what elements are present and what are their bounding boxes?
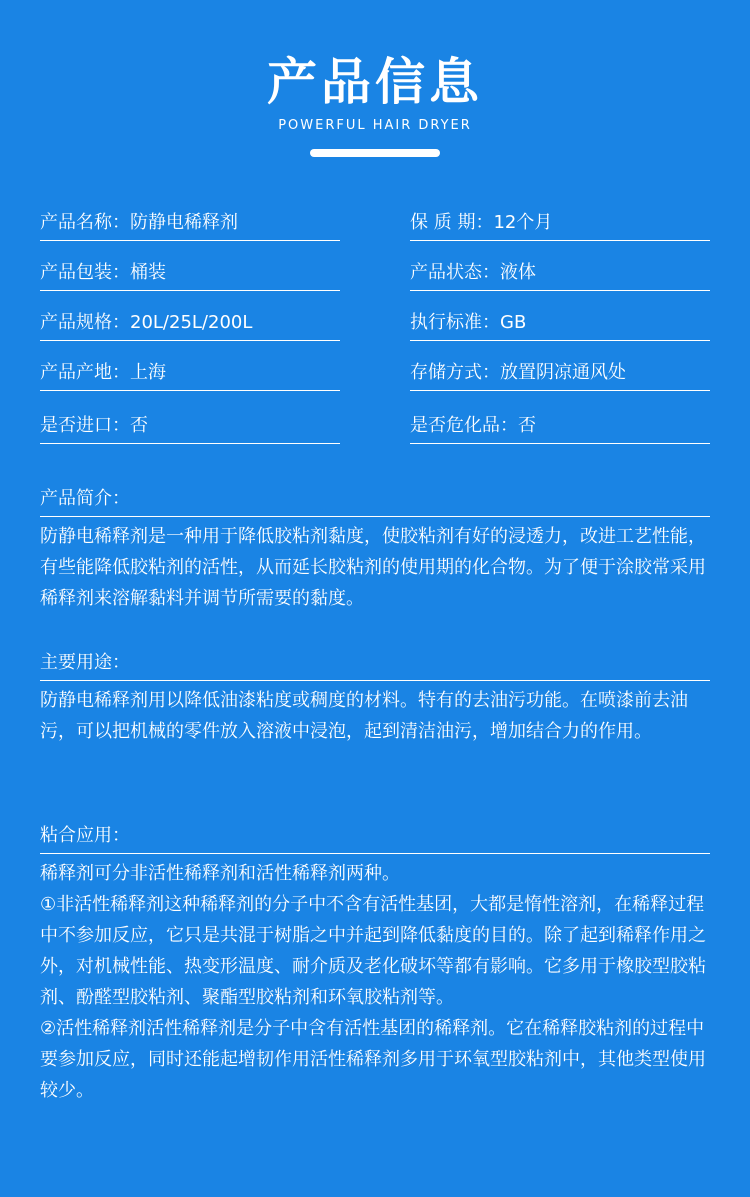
intro-heading: 产品简介： — [40, 484, 710, 517]
info-row — [40, 391, 710, 444]
usage-heading: 主要用途： — [40, 648, 710, 681]
info-shelf-life: 保 质 期：12个月 — [410, 206, 710, 241]
application-reactive: ②活性稀释剂活性稀释剂是分子中含有活性基团的稀释剂。它在稀释胶粘剂的过程中要参加反应，同时还能起增韧作用活性稀释剂多用于环氧型胶粘剂中，其他类型使用较少。 — [40, 1018, 706, 1101]
info-product-name: 产品名称：防静电稀释剂 — [40, 206, 340, 241]
info-row — [40, 206, 710, 241]
info-state: 产品状态：液体 — [410, 256, 710, 291]
application-nonreactive: ①非活性稀释剂这种稀释剂的分子中不含有活性基团，大都是惰性溶剂，在稀释过程中不参加反应，它只是共混于树脂之中并起到降低黏度的目的。除了起到稀释作用之外，对机械性能、热变形温度、耐介质及老化破坏等都有影响。它多用于橡胶型胶粘剂、酚醛型胶粘剂、聚酯型胶粘剂和环氧胶粘剂等。 — [40, 894, 706, 1008]
info-packaging: 产品包装：桶装 — [40, 256, 340, 291]
info-imported: 是否进口：否 — [40, 396, 340, 444]
page-title: 产品信息 — [267, 53, 483, 111]
info-storage: 存储方式：放置阴凉通风处 — [410, 356, 710, 391]
page-header — [0, 50, 750, 157]
info-hazardous: 是否危化品：否 — [410, 396, 710, 444]
application-heading: 粘合应用： — [40, 821, 710, 854]
info-standard: 执行标准：GB — [410, 306, 710, 341]
info-row — [40, 241, 710, 291]
intro-text: 防静电稀释剂是一种用于降低胶粘剂黏度，使胶粘剂有好的浸透力，改进工艺性能，有些能降低胶粘剂的活性，从而延长胶粘剂的使用期的化合物。为了便于涂胶常采用稀释剂来溶解黏料并调节所需要的黏度。 — [40, 526, 706, 609]
info-row — [40, 341, 710, 391]
page-subtitle: POWERFUL HAIR DRYER — [278, 118, 472, 133]
intro-section — [40, 484, 710, 614]
application-intro: 稀释剂可分非活性稀释剂和活性稀释剂两种。 — [40, 863, 400, 884]
info-origin: 产品产地：上海 — [40, 356, 340, 391]
usage-text: 防静电稀释剂用以降低油漆粘度或稠度的材料。特有的去油污功能。在喷漆前去油污，可以把机械的零件放入溶液中浸泡，起到清洁油污，增加结合力的作用。 — [40, 690, 688, 742]
application-section — [40, 821, 710, 1106]
title-underline — [310, 149, 440, 157]
product-info-grid — [40, 206, 710, 444]
usage-section — [40, 648, 710, 747]
info-spec: 产品规格：20L/25L/200L — [40, 306, 340, 341]
info-row — [40, 291, 710, 341]
